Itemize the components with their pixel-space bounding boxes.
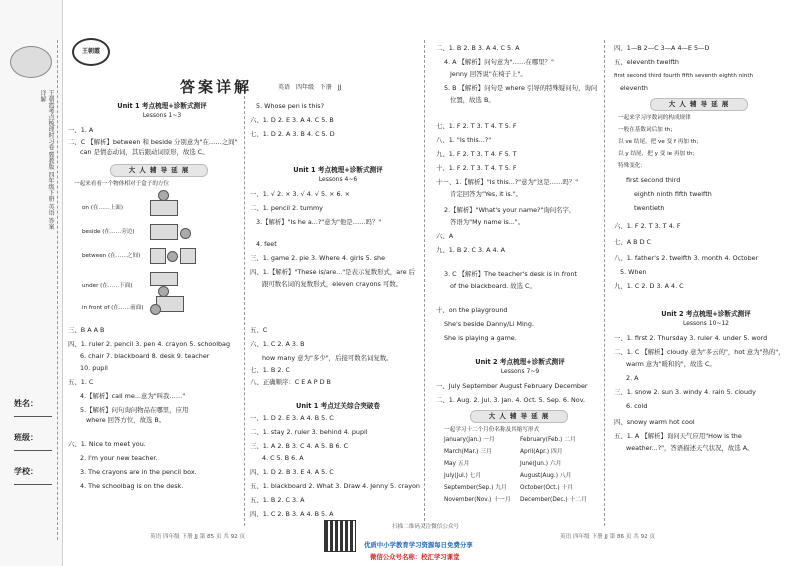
brand-logo bbox=[72, 38, 110, 66]
ball-front-icon bbox=[150, 304, 161, 315]
answer-line: 3. The crayons are in the pencil box. bbox=[80, 468, 197, 476]
answer-line: 二、1. C 【解析】cloudy 意为"多云的"，hot 意为"热的"， bbox=[614, 348, 785, 356]
answer-line: 一、1. A bbox=[68, 126, 94, 134]
ball-between-icon bbox=[167, 251, 178, 262]
answer-line: 2. I'm your new teacher. bbox=[80, 454, 158, 462]
month-oct: October(Oct.) 十月 bbox=[520, 485, 574, 491]
answer-line: 一、1. √ 2. × 3. √ 4. √ 5. × 6. × bbox=[250, 190, 350, 198]
promo-line-1: 优质中小学教育学习资源每日免费分享 bbox=[364, 541, 473, 549]
unit1-test-heading: Unit 1 考点过关综合突破卷 bbox=[296, 402, 380, 410]
answer-line: 2. A bbox=[626, 374, 639, 382]
answer-line: where 回答方位，故选 B。 bbox=[86, 416, 166, 424]
unit2-heading-2: Unit 2 考点梳理+诊断式测评 bbox=[661, 310, 751, 318]
footer-page-right: 英语 四年级 下册 JJ 第 86 页 共 92 页 bbox=[560, 534, 656, 540]
answer-line: 4. A 【解析】问句意为"……在哪里？" bbox=[444, 58, 554, 66]
answer-line: 6. chair 7. blackboard 8. desk 9. teacher bbox=[80, 352, 210, 360]
answer-line: 六、A bbox=[436, 232, 454, 240]
answer-line: 4.【解析】call me...意为"叫我……" bbox=[80, 392, 186, 400]
answer-line: can 是情态动词，其后跟动词原形，故选 C。 bbox=[80, 148, 209, 156]
margin-strip-text: 王朝霞考点梳理时习卷 冀教版 四年级下册 英语 答案详解 bbox=[39, 90, 54, 230]
answer-line: 五、eleventh twelfth bbox=[614, 58, 679, 66]
unit2-heading: Unit 2 考点梳理+诊断式测评 bbox=[475, 358, 565, 366]
answer-line: 九、1. F 2. T 3. T 4. F 5. T bbox=[436, 150, 517, 158]
column-divider bbox=[244, 96, 245, 526]
school-label: 学校： bbox=[14, 467, 38, 476]
prep-under-label: under (在……下面) bbox=[82, 283, 133, 289]
answer-line: 特殊变化： bbox=[618, 163, 646, 169]
month-dec: December(Dec.) 十二月 bbox=[520, 497, 587, 503]
promo-line-2: 微信公众号名称：校汇学习课堂 bbox=[370, 553, 460, 561]
class-label: 班级： bbox=[14, 433, 38, 442]
answer-line: 一、1. first 2. Thursday 3. ruler 4. under 5. word bbox=[614, 334, 768, 342]
tutor-banner-3: 大 人 辅 导 延 展 bbox=[650, 98, 748, 111]
month-apr: April(Apr.) 四月 bbox=[520, 449, 563, 455]
box-beside-figure bbox=[150, 224, 178, 240]
box-on-figure bbox=[150, 200, 178, 216]
edition-tags bbox=[278, 82, 341, 91]
answer-line: 一起来学习序数词的构成规律 bbox=[618, 115, 691, 121]
cut-line bbox=[57, 40, 58, 540]
answer-line: 四、1. D 2. B 3. E 4. A 5. C bbox=[250, 468, 334, 476]
lessons-4-6: Lessons 4~6 bbox=[318, 176, 358, 183]
class-field[interactable] bbox=[14, 450, 52, 451]
answer-line: 六、1. F 2. T 3. T 4. F bbox=[614, 222, 681, 230]
answer-line: 二、1. pencil 2. tummy bbox=[250, 204, 323, 212]
answer-line: 四、1—B 2—C 3—A 4—E 5—D bbox=[614, 44, 710, 52]
answer-line: eighth ninth fifth twelfth bbox=[634, 190, 712, 198]
prep-beside-label: beside (在……旁边) bbox=[82, 229, 135, 235]
answer-line: 五、C bbox=[250, 326, 268, 334]
lessons-7-9: Lessons 7~9 bbox=[500, 368, 540, 375]
tag-term: 下册 bbox=[319, 84, 332, 91]
answer-line: 三、1. game 2. pie 3. Where 4. girls 5. she bbox=[250, 254, 386, 262]
answer-line: 十一、1.【解析】"Is this...?"意为"这是……吗？" bbox=[436, 178, 579, 186]
answer-line: 七、1. B 2. C bbox=[250, 366, 290, 374]
column-divider bbox=[604, 40, 605, 526]
answer-line: 6. cold bbox=[626, 402, 648, 410]
month-may: May 五月 bbox=[444, 461, 470, 467]
answer-line: 五、1. A 【解析】询问天气应用"How is the bbox=[614, 432, 742, 440]
answer-line: 二、C 【解析】between 和 beside 分别意为"在……之间" bbox=[68, 138, 238, 146]
answer-line: 4. The schoolbag is on the desk. bbox=[80, 482, 184, 490]
lessons-10-12: Lessons 10~12 bbox=[683, 320, 729, 327]
prep-between-label: between (在……之间) bbox=[82, 253, 141, 259]
answer-line: 六、1. Nice to meet you. bbox=[68, 440, 146, 448]
margin-logo-icon bbox=[10, 46, 52, 78]
answer-line: twentieth bbox=[634, 204, 665, 212]
logo-text: 王朝霞 bbox=[81, 48, 100, 55]
school-field[interactable] bbox=[14, 484, 52, 485]
answer-line: 5.【解析】问句询问物品在哪里，应用 bbox=[80, 406, 189, 414]
answer-line: 一、1. D 2. E 3. A 4. B 5. C bbox=[250, 414, 334, 422]
answer-line: 四、1. ruler 2. pencil 3. pen 4. crayon 5. schoolbag bbox=[68, 340, 231, 348]
answer-line: 十、on the playground bbox=[436, 306, 508, 314]
month-jul: July(Jul.) 七月 bbox=[444, 473, 482, 479]
answer-line: 五、1. B 2. C 3. A bbox=[250, 496, 305, 504]
answer-line: 二、1. B 2. B 3. A 4. C 5. A bbox=[436, 44, 520, 52]
answer-line: 四、1.【解析】"These is/are..."是表示复数形式，are 后 bbox=[250, 268, 416, 276]
answer-line: 七、1. D 2. A 3. B 4. C 5. D bbox=[250, 130, 335, 138]
tag-subject: 英语 bbox=[278, 84, 291, 91]
answer-line: 五、1. C bbox=[68, 378, 94, 386]
column-divider bbox=[424, 40, 425, 526]
answer-line: 六、1. C 2. A 3. B bbox=[250, 340, 305, 348]
answer-line: 一般在基数词后加 th； bbox=[618, 127, 676, 133]
month-sep: September(Sep.) 九月 bbox=[444, 485, 507, 491]
answer-line: 一、July September August February December bbox=[436, 382, 588, 390]
ball-on-icon bbox=[158, 190, 169, 201]
answer-line: 5. B 【解析】问句是 where 引导的特殊疑问句，询问 bbox=[444, 84, 598, 92]
tutor-banner: 大 人 辅 导 延 展 bbox=[110, 164, 208, 177]
answer-line: 三、B A A B bbox=[68, 326, 105, 334]
answer-line: 四、1. C 2. B 3. A 4. B 5. A bbox=[250, 510, 334, 518]
qr-code-icon bbox=[324, 520, 356, 552]
month-jan: January(Jan.) 一月 bbox=[444, 437, 495, 443]
box-between-right-figure bbox=[180, 248, 196, 264]
answer-line: warm 意为"暖和的"，故选 C。 bbox=[626, 360, 716, 368]
name-label: 姓名： bbox=[14, 399, 38, 408]
answer-line: 三、1. snow 2. sun 3. windy 4. rain 5. cloudy bbox=[614, 388, 756, 396]
answer-line: 4. C 5. B 6. A bbox=[262, 454, 304, 462]
answer-line: 七、1. F 2. T 3. T 4. T 5. F bbox=[436, 122, 517, 130]
answer-line: 答语为"My name is..."。 bbox=[450, 218, 525, 226]
answer-line: how many 意为"多少"，后接可数名词复数。 bbox=[262, 354, 393, 362]
qr-caption: 扫描二维码关注微信公众号 bbox=[392, 524, 460, 530]
prep-on-label: on (在……上面) bbox=[82, 205, 124, 211]
answer-line: 5. When bbox=[620, 268, 647, 276]
answer-line: 肯定回答为"Yes, it is."。 bbox=[450, 190, 523, 198]
answer-line: 位置，故选 B。 bbox=[450, 96, 495, 104]
answer-line: 六、1. D 2. E 3. A 4. C 5. B bbox=[250, 116, 334, 124]
month-nov: November(Nov.) 十一月 bbox=[444, 497, 511, 503]
answer-line: weather...?"，答语描述天气状况，故选 A。 bbox=[626, 444, 754, 452]
answer-line: 4. feet bbox=[256, 240, 277, 248]
answer-line: 10. pupil bbox=[80, 364, 108, 372]
answer-line: Jenny 回答说"在椅子上"。 bbox=[450, 70, 527, 78]
answer-line: 四、snowy warm hot cool bbox=[614, 418, 695, 426]
answer-line: 九、1. C 2. D 3. A 4. C bbox=[614, 282, 684, 290]
answer-line: first second third bbox=[626, 176, 681, 184]
tag-edition: JJ bbox=[337, 84, 342, 91]
prep-front-label: in front of (在……前面) bbox=[82, 305, 144, 311]
answer-line: eleventh bbox=[620, 84, 648, 92]
answer-line: 九、1. B 2. C 3. A 4. A bbox=[436, 246, 505, 254]
left-margin bbox=[0, 0, 63, 566]
answer-line: She's beside Danny/Li Ming. bbox=[444, 320, 534, 328]
answer-line: first second third fourth fifth seventh eighth ninth bbox=[614, 73, 754, 79]
month-aug: August(Aug.) 八月 bbox=[520, 473, 572, 479]
month-jun: June(Jun.) 六月 bbox=[520, 461, 562, 467]
answer-line: 二、1. Aug. 2. Jul. 3. Jan. 4. Oct. 5. Sep. 6. Nov. bbox=[436, 396, 586, 404]
tutor-banner-2: 大 人 辅 导 延 展 bbox=[470, 410, 568, 423]
page-title: 答案详解 bbox=[180, 78, 253, 96]
answer-line: 一起来看看一个物体相对于盒子的方位 bbox=[74, 181, 170, 187]
ball-beside-icon bbox=[180, 228, 191, 239]
lessons-1-3: Lessons 1~3 bbox=[142, 112, 182, 119]
answer-line: 跟可数名词的复数形式，eleven crayons 可数。 bbox=[262, 280, 403, 288]
answer-line: 2.【解析】"What's your name?"询问名字， bbox=[444, 206, 576, 214]
box-between-left-figure bbox=[150, 248, 166, 264]
answer-line: 以 ve 结尾，把 ve 变 f 再加 th； bbox=[618, 139, 703, 145]
answer-line: 以 y 结尾，把 y 变 ie 再加 th； bbox=[618, 151, 699, 157]
answer-line: 五、1. blackboard 2. What 3. Draw 4. Jenny 5. crayon bbox=[250, 482, 420, 490]
month-mar: March(Mar.) 三月 bbox=[444, 449, 492, 455]
footer-page-left: 英语 四年级 下册 JJ 第 85 页 共 92 页 bbox=[150, 534, 246, 540]
answer-line: 三、1. A 2. B 3. C 4. A 5. B 6. C bbox=[250, 442, 349, 450]
month-feb: February(Feb.) 二月 bbox=[520, 437, 576, 443]
answer-line: 二、1. stay 2. ruler 3. behind 4. pupil bbox=[250, 428, 368, 436]
answer-line: of the blackboard. 故选 C。 bbox=[450, 282, 536, 290]
unit1-heading-2: Unit 1 考点梳理+诊断式测评 bbox=[293, 166, 383, 174]
tag-grade: 四年级 bbox=[295, 84, 314, 91]
answer-line: 3. C 【解析】The teacher's desk is in front bbox=[444, 270, 577, 278]
answer-line: 七、A B D C bbox=[614, 238, 652, 246]
answer-line: 5. Whose pen is this? bbox=[256, 102, 324, 110]
answer-line: 八、1. "Is this...?" bbox=[436, 136, 492, 144]
answer-line: She is playing a game. bbox=[444, 334, 517, 342]
answer-line: 3.【解析】"Is he a...?"意为"他是……吗？" bbox=[256, 218, 382, 226]
box-under-figure bbox=[150, 272, 178, 286]
answer-line: 十、1. F 2. T 3. T 4. T 5. F bbox=[436, 164, 517, 172]
unit1-heading: Unit 1 考点梳理+诊断式测评 bbox=[117, 102, 207, 110]
name-field[interactable] bbox=[14, 416, 52, 417]
answer-line: 八、正确顺序：C E A P D B bbox=[250, 378, 331, 386]
answer-line: 八、1. father's 2. twelfth 3. month 4. October bbox=[614, 254, 759, 262]
answer-line: 一起学习十二个月份名称及其缩写形式 bbox=[444, 427, 540, 433]
